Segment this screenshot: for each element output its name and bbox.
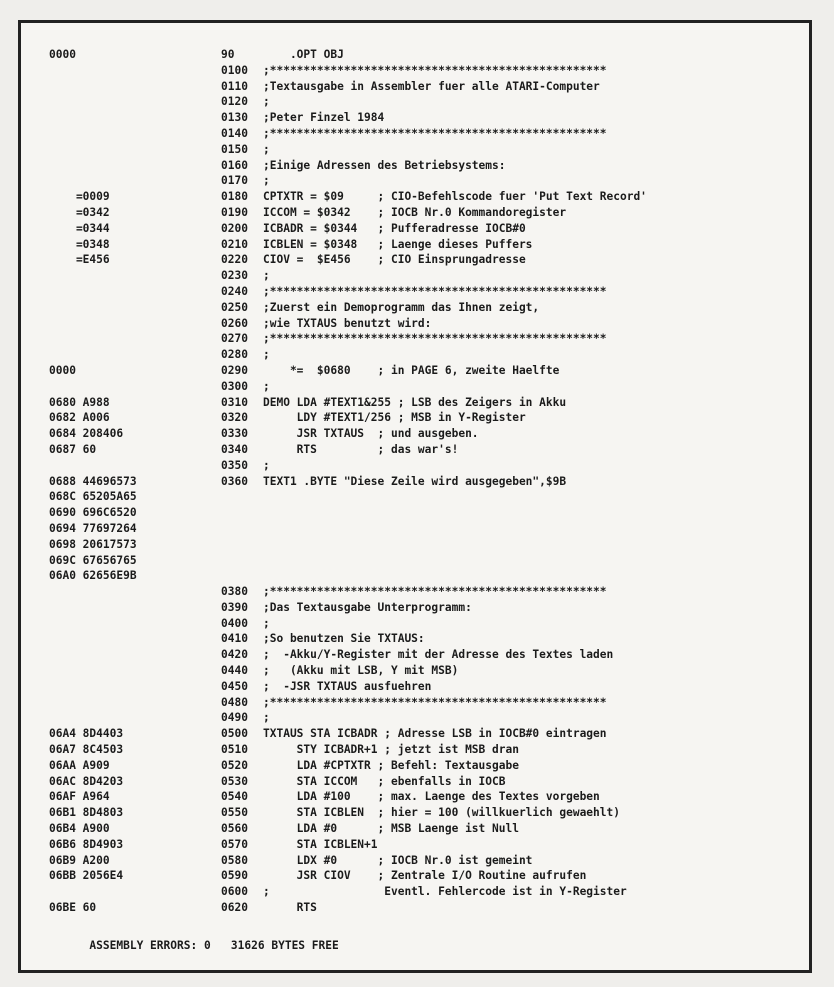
listing-line: [49, 47, 809, 63]
errors-label: ASSEMBLY ERRORS:: [89, 939, 198, 952]
line-number: 0210: [221, 237, 248, 251]
listing-line: [49, 331, 809, 347]
listing-line: [49, 663, 809, 679]
errors-value: 0: [203, 939, 211, 952]
listing-line: [49, 742, 809, 758]
source-text: CPTXTR = $09 ; CIO-Befehlscode fuer 'Put Text Record': [263, 190, 647, 204]
listing-line: [49, 94, 809, 110]
line-number: 0450: [221, 679, 248, 693]
listing-line: [49, 616, 809, 632]
listing-line: [49, 426, 809, 442]
object-code: 06A4 8D4403: [49, 727, 124, 741]
line-number: 0480: [221, 695, 248, 709]
line-number: 0270: [221, 332, 248, 346]
source-text: .OPT OBJ: [263, 48, 344, 61]
object-code: 06BB 2056E4: [49, 869, 124, 883]
source-text: ;: [263, 348, 270, 362]
listing-line: [49, 853, 809, 869]
object-code: 06AA A909: [49, 758, 110, 772]
listing-line: [49, 221, 809, 237]
source-text: ;**************************************************: [263, 63, 607, 77]
line-number: 0560: [221, 822, 248, 836]
source-text: ;: [263, 616, 270, 630]
source-text: JSR CIOV ; Zentrale I/O Routine aufrufen: [263, 869, 587, 883]
line-number: 0240: [221, 284, 248, 298]
listing-line: [49, 268, 809, 284]
listing-line: [49, 252, 809, 268]
source-text: STA ICBLEN+1: [263, 837, 378, 851]
line-number: 0130: [221, 111, 248, 125]
object-code: 0698 20617573: [49, 537, 137, 551]
source-text: LDA #100 ; max. Laenge des Textes vorgeben: [263, 790, 600, 804]
line-number: 0540: [221, 790, 248, 804]
source-text: ;: [263, 269, 270, 283]
source-text: STA ICBLEN ; hier = 100 (willkuerlich gewaehlt): [263, 806, 620, 820]
line-number: 0320: [221, 411, 248, 425]
line-number: 0360: [221, 474, 248, 488]
line-number: 0100: [221, 63, 248, 77]
object-code: 06BE 60: [49, 901, 97, 915]
source-text: LDX #0 ; IOCB Nr.0 ist gemeint: [263, 853, 533, 867]
source-text: LDY #TEXT1/256 ; MSB in Y-Register: [263, 411, 526, 425]
source-text: ;So benutzen Sie TXTAUS:: [263, 632, 425, 646]
listing-line: [49, 395, 809, 411]
source-text: JSR TXTAUS ; und ausgeben.: [263, 427, 479, 441]
line-number: 0520: [221, 758, 248, 772]
source-text: ;Das Textausgabe Unterprogramm:: [263, 600, 472, 614]
listing-line: [49, 631, 809, 647]
object-code: 0690 696C6520: [49, 506, 137, 520]
source-text: ;**************************************************: [263, 126, 607, 140]
source-text: ;Einige Adressen des Betriebsystems:: [263, 158, 506, 172]
line-number: 0170: [221, 174, 248, 188]
object-code: =E456: [49, 253, 110, 267]
listing-line: [49, 458, 809, 474]
object-code: 06A7 8C4503: [49, 743, 124, 757]
source-text: ;**************************************************: [263, 284, 607, 298]
listing-line: [49, 442, 809, 458]
listing-line: [49, 679, 809, 695]
listing-line: [49, 789, 809, 805]
listing-line: [49, 173, 809, 189]
line-number: 0150: [221, 142, 248, 156]
source-text: STY ICBADR+1 ; jetzt ist MSB dran: [263, 743, 519, 757]
source-text: ; Eventl. Fehlercode ist in Y-Register: [263, 885, 627, 899]
source-text: LDA #CPTXTR ; Befehl: Textausgabe: [263, 758, 519, 772]
source-text: ;: [263, 95, 270, 109]
bytes-free-value: 31626: [230, 939, 265, 952]
object-code: 0680 A988: [49, 395, 110, 409]
line-number: 0420: [221, 648, 248, 662]
source-text: TXTAUS STA ICBADR ; Adresse LSB in IOCB#0 eintragen: [263, 727, 607, 741]
line-number: 0590: [221, 869, 248, 883]
listing-frame: [18, 20, 812, 973]
line-number: 0310: [221, 395, 248, 409]
line-number: 0530: [221, 774, 248, 788]
listing-line: [49, 726, 809, 742]
listing-line: [49, 758, 809, 774]
listing-line: [49, 568, 809, 584]
object-code: 069C 67656765: [49, 553, 137, 567]
listing-line: [49, 347, 809, 363]
line-number: 0200: [221, 221, 248, 235]
source-text: ;: [263, 711, 270, 725]
source-text: STA ICCOM ; ebenfalls in IOCB: [263, 774, 506, 788]
line-number: 0280: [221, 348, 248, 362]
listing-line: [49, 363, 809, 379]
object-code: 0682 A006: [49, 411, 110, 425]
listing-line: [49, 474, 809, 490]
source-text: ;Zuerst ein Demoprogramm das Ihnen zeigt,: [263, 300, 540, 314]
line-number: 0230: [221, 269, 248, 283]
listing-line: [49, 884, 809, 900]
object-code: 0687 60: [49, 442, 97, 456]
object-code: =0009: [49, 190, 110, 204]
line-number: 0180: [221, 190, 248, 204]
line-number: 0410: [221, 632, 248, 646]
line-number: 0160: [221, 158, 248, 172]
listing-line: [49, 142, 809, 158]
line-number: 0190: [221, 205, 248, 219]
object-code: 06B1 8D4803: [49, 806, 124, 820]
listing-line: [49, 805, 809, 821]
source-text: ;: [263, 379, 270, 393]
source-text: ICBLEN = $0348 ; Laenge dieses Puffers: [263, 237, 533, 251]
object-code: =0342: [49, 205, 110, 219]
line-number: 0290: [221, 363, 248, 377]
object-code: 06B6 8D4903: [49, 837, 124, 851]
source-text: DEMO LDA #TEXT1&255 ; LSB des Zeigers in Akku: [263, 395, 567, 409]
source-text: ;**************************************************: [263, 585, 607, 599]
line-number: 0400: [221, 616, 248, 630]
line-number: 0510: [221, 743, 248, 757]
listing-line: [49, 205, 809, 221]
object-code: =0344: [49, 221, 110, 235]
listing-line: [49, 537, 809, 553]
source-text: CIOV = $E456 ; CIO Einsprungadresse: [263, 253, 526, 267]
listing-line: [49, 126, 809, 142]
listing-line: [49, 521, 809, 537]
line-number: 0600: [221, 885, 248, 899]
source-text: ;**************************************************: [263, 332, 607, 346]
line-number: 0440: [221, 664, 248, 678]
listing-line: [49, 110, 809, 126]
listing-line: [49, 584, 809, 600]
listing-line: [49, 316, 809, 332]
source-text: ;**************************************************: [263, 695, 607, 709]
source-text: ;: [263, 142, 270, 156]
source-text: ICCOM = $0342 ; IOCB Nr.0 Kommandoregister: [263, 205, 567, 219]
object-code: 06B4 A900: [49, 822, 110, 836]
line-number: 90: [221, 48, 235, 61]
object-code: 06A0 62656E9B: [49, 569, 137, 583]
object-code: 0694 77697264: [49, 521, 137, 535]
source-text: ; -Akku/Y-Register mit der Adresse des Textes laden: [263, 648, 614, 662]
listing-line: [49, 489, 809, 505]
line-number: 0220: [221, 253, 248, 267]
source-text: ;wie TXTAUS benutzt wird:: [263, 316, 432, 330]
assembly-summary: [49, 926, 339, 965]
source-text: ; -JSR TXTAUS ausfuehren: [263, 679, 432, 693]
line-number: 0330: [221, 427, 248, 441]
listing-line: [49, 284, 809, 300]
listing-line: [49, 189, 809, 205]
line-number: 0570: [221, 837, 248, 851]
listing-line: [49, 553, 809, 569]
line-number: 0390: [221, 600, 248, 614]
line-number: 0340: [221, 442, 248, 456]
object-code: 0684 208406: [49, 427, 124, 441]
listing-line: [49, 900, 809, 916]
source-text: ;: [263, 174, 270, 188]
source-text: ; (Akku mit LSB, Y mit MSB): [263, 664, 459, 678]
line-number: 0250: [221, 300, 248, 314]
listing-line: [49, 410, 809, 426]
listing-line: [49, 158, 809, 174]
object-code: 0000: [49, 363, 76, 377]
object-code: 06B9 A200: [49, 853, 110, 867]
source-text: LDA #0 ; MSB Laenge ist Null: [263, 822, 519, 836]
line-number: 0580: [221, 853, 248, 867]
listing-line: [49, 647, 809, 663]
listing-line: [49, 695, 809, 711]
line-number: 0500: [221, 727, 248, 741]
line-number: 0380: [221, 585, 248, 599]
line-number: 0350: [221, 458, 248, 472]
listing-line: [49, 79, 809, 95]
listing-line: [49, 63, 809, 79]
source-text: TEXT1 .BYTE "Diese Zeile wird ausgegeben",$9B: [263, 474, 567, 488]
object-code: 068C 65205A65: [49, 490, 137, 504]
bytes-free-label: BYTES FREE: [271, 939, 339, 952]
line-number: 0550: [221, 806, 248, 820]
line-number: 0110: [221, 79, 248, 93]
line-number: 0490: [221, 711, 248, 725]
listing-line: [49, 600, 809, 616]
object-code: 0688 44696573: [49, 474, 137, 488]
line-number: 0140: [221, 126, 248, 140]
object-code: 06AC 8D4203: [49, 774, 124, 788]
object-code: 0000: [49, 48, 76, 61]
listing-line: [49, 300, 809, 316]
listing-line: [49, 821, 809, 837]
object-code: 06AF A964: [49, 790, 110, 804]
source-text: ICBADR = $0344 ; Pufferadresse IOCB#0: [263, 221, 526, 235]
object-code: =0348: [49, 237, 110, 251]
listing-line: [49, 237, 809, 253]
source-text: ;: [263, 458, 270, 472]
line-number: 0120: [221, 95, 248, 109]
listing-line: [49, 868, 809, 884]
listing-line: [49, 837, 809, 853]
listing-line: [49, 379, 809, 395]
source-text: *= $0680 ; in PAGE 6, zweite Haelfte: [263, 363, 560, 377]
listing-line: [49, 774, 809, 790]
listing-line: [49, 505, 809, 521]
source-text: ;Textausgabe in Assembler fuer alle ATARI-Computer: [263, 79, 600, 93]
source-text: RTS: [263, 901, 317, 915]
source-text: RTS ; das war's!: [263, 442, 459, 456]
line-number: 0620: [221, 901, 248, 915]
source-text: ;Peter Finzel 1984: [263, 111, 385, 125]
listing-line: [49, 710, 809, 726]
assembler-listing: [49, 47, 809, 916]
line-number: 0260: [221, 316, 248, 330]
line-number: 0300: [221, 379, 248, 393]
